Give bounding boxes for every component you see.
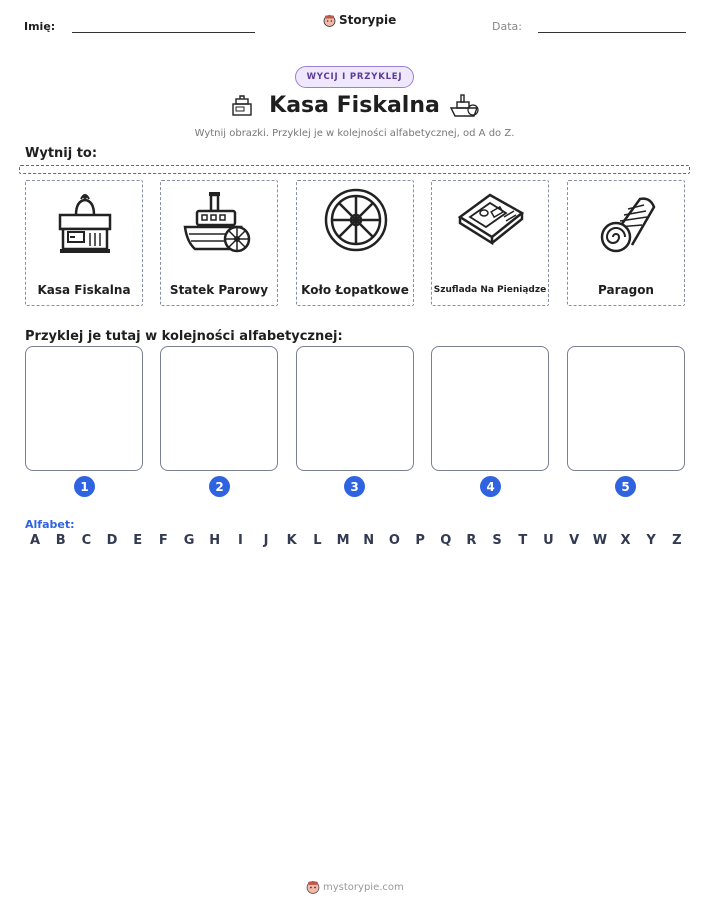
paste-slot-5[interactable] — [567, 346, 685, 471]
alphabet-letter: J — [263, 533, 269, 548]
cash-register-icon — [50, 187, 120, 267]
steamboat-icon — [449, 92, 481, 120]
alphabet-letter: U — [543, 533, 554, 548]
name-label: Imię: — [24, 20, 56, 33]
receipt-roll-icon — [592, 187, 662, 267]
alphabet-letter: V — [569, 533, 580, 548]
alphabet-letter: T — [518, 533, 528, 548]
brand-name: Storypie — [339, 13, 397, 27]
cut-card[interactable] — [567, 180, 685, 306]
card-label: Statek Parowy — [169, 283, 269, 297]
alphabet-letter: A — [29, 533, 41, 548]
paste-slot-1[interactable] — [25, 346, 143, 471]
alphabet-letter: S — [492, 533, 502, 548]
paste-slot-3[interactable] — [296, 346, 414, 471]
alphabet-letter: I — [237, 533, 243, 548]
slot-number-badge: 2 — [209, 476, 230, 497]
alphabet-row — [28, 533, 684, 548]
slot-number-badge: 5 — [615, 476, 636, 497]
alphabet-letter: E — [133, 533, 143, 548]
date-label: Data: — [492, 20, 522, 33]
alphabet-letter: L — [313, 533, 322, 548]
card-label: Kasa Fiskalna — [37, 283, 131, 297]
card-label: Paragon — [598, 283, 654, 297]
paste-slot-4[interactable] — [431, 346, 549, 471]
cut-card[interactable] — [296, 180, 414, 306]
footer-url: mystorypie.com — [323, 881, 404, 893]
card-label: Koło Łopatkowe — [301, 283, 409, 297]
cut-card[interactable] — [25, 180, 143, 306]
paddle-wheel-icon — [321, 187, 391, 267]
cash-drawer-icon — [456, 187, 526, 267]
slot-number-badge: 1 — [74, 476, 95, 497]
alphabet-letter: P — [415, 533, 425, 548]
paste-section-label: Przyklej je tutaj w kolejności alfabetycznej: — [25, 329, 343, 344]
alphabet-letter: B — [55, 533, 66, 548]
alphabet-letter: K — [286, 533, 297, 548]
alphabet-letter: H — [209, 533, 221, 548]
alphabet-letter: W — [592, 533, 608, 548]
activity-badge: WYCIJ I PRZYKLEJ — [295, 66, 414, 88]
card-label: Szuflada Na Pieniądze — [433, 285, 547, 295]
storypie-logo-icon — [306, 880, 320, 894]
brand-logo — [323, 13, 396, 27]
footer-brand — [306, 880, 404, 894]
alphabet-letter: F — [158, 533, 168, 548]
alphabet-letter: N — [363, 533, 375, 548]
storypie-logo-icon — [323, 14, 336, 27]
alphabet-letter: O — [388, 533, 400, 548]
cut-card[interactable] — [431, 180, 549, 306]
alphabet-letter: Q — [440, 533, 452, 548]
cut-section-label: Wytnij to: — [25, 146, 98, 161]
instructions: Wytnij obrazki. Przyklej je w kolejności alfabetycznej, od A do Z. — [194, 128, 515, 139]
cut-card[interactable] — [160, 180, 278, 306]
date-line[interactable] — [538, 32, 686, 33]
alphabet-letter: D — [106, 533, 118, 548]
slot-number-badge: 3 — [344, 476, 365, 497]
alphabet-letter: X — [620, 533, 631, 548]
paste-slot-2[interactable] — [160, 346, 278, 471]
steamboat-icon — [181, 187, 255, 267]
alphabet-letter: R — [466, 533, 477, 548]
alphabet-letter: C — [81, 533, 92, 548]
name-line[interactable] — [72, 32, 255, 33]
cut-line — [19, 165, 690, 174]
page-title: Kasa Fiskalna — [269, 93, 440, 118]
alphabet-letter: M — [336, 533, 350, 548]
alphabet-letter: Y — [646, 533, 656, 548]
slot-number-badge: 4 — [480, 476, 501, 497]
alphabet-letter: G — [183, 533, 195, 548]
alphabet-label: Alfabet: — [25, 518, 75, 531]
alphabet-letter: Z — [672, 533, 682, 548]
